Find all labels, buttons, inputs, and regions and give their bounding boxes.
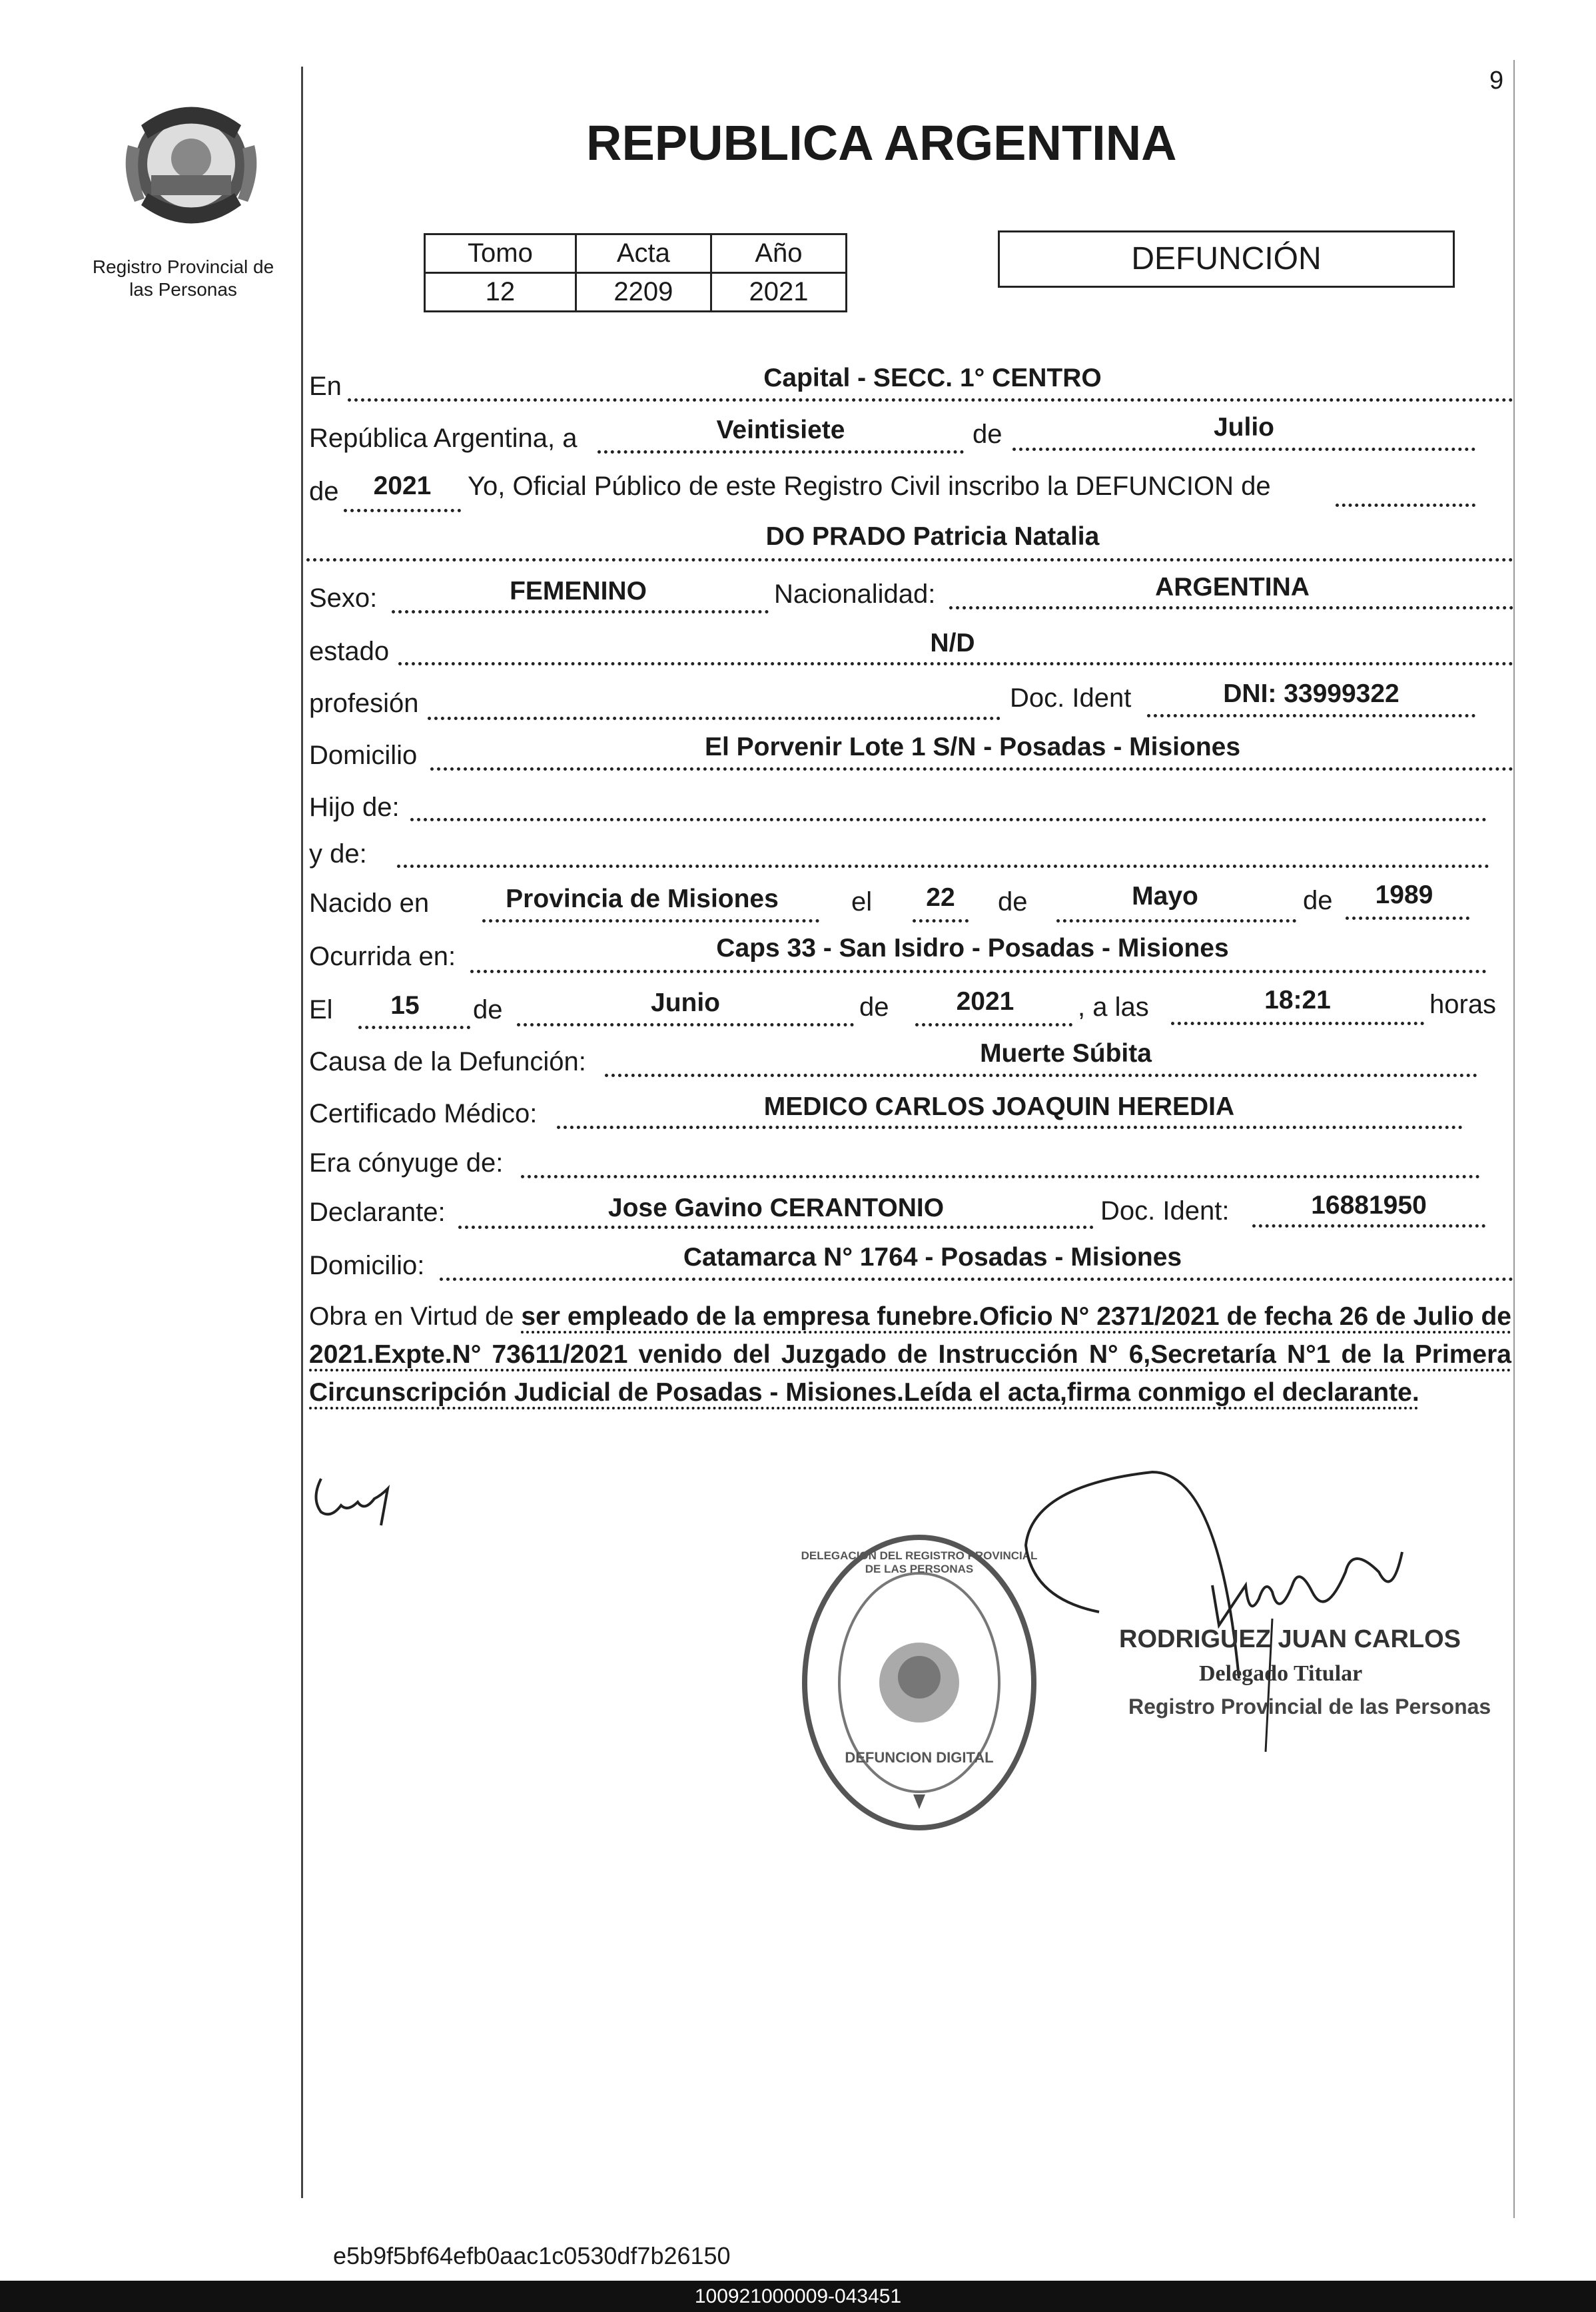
label-en: En [309, 372, 342, 401]
dots-nacido-lugar [482, 919, 819, 923]
label-y-de: y de: [309, 839, 367, 869]
label-de-2: de [309, 477, 339, 506]
label-republica: República Argentina, a [309, 424, 578, 453]
obra-paragraph [309, 1298, 1511, 1411]
header-anio: Año [711, 234, 846, 273]
value-declarante-doc: 16881950 [1311, 1191, 1427, 1220]
official-role: Delegado Titular [1199, 1661, 1363, 1686]
value-obra: ser empleado de la empresa funebre.Oficio N° 2371/2021 de fecha 26 de Julio de 2021.Expte.N° 73611/2021 venido del Juzgado de Instrucción N° 6,Secretaría N°1 de la Primera Circunscripción Judicial de Posadas - Misiones.Leída el acta,firma conmigo el declarante. [309, 1302, 1512, 1407]
dots-profesion [428, 717, 1000, 720]
dots-fallec-dia [358, 1026, 470, 1029]
value-domicilio: El Porvenir Lote 1 S/N - Posadas - Misiones [704, 733, 1241, 761]
value-nacido-mes: Mayo [1132, 882, 1198, 911]
label-de-1: de [973, 420, 1002, 449]
dots-mes [1012, 448, 1475, 451]
stamp-inner-text: DEFUNCION DIGITAL [845, 1749, 994, 1766]
footer-bar [0, 2281, 1596, 2312]
right-margin-rule [1513, 60, 1515, 2218]
dots-sexo [392, 610, 769, 613]
label-hijo-de: Hijo de: [309, 793, 400, 822]
coat-of-arms-icon [115, 85, 268, 238]
value-declarante-domicilio: Catamarca N° 1764 - Posadas - Misiones [683, 1243, 1182, 1272]
label-de-5: de [473, 995, 503, 1024]
dots-ocurrida [470, 970, 1487, 973]
label-causa: Causa de la Defunción: [309, 1047, 586, 1076]
value-estado: N/D [930, 629, 975, 657]
act-type: DEFUNCIÓN [1131, 241, 1322, 276]
dots-fallec-anio [915, 1023, 1072, 1026]
header-acta: Acta [576, 234, 711, 273]
value-dia: Veintisiete [716, 416, 845, 444]
value-causa: Muerte Súbita [980, 1039, 1152, 1068]
official-signature-scribble [1019, 1465, 1485, 1772]
value-nacionalidad: ARGENTINA [1155, 573, 1310, 601]
dots-declarante-domicilio [440, 1278, 1513, 1281]
handwritten-signature-icon [308, 1472, 454, 1539]
label-de-3: de [998, 887, 1028, 917]
label-ocurrida-en: Ocurrida en: [309, 942, 456, 971]
label-estado: estado [309, 637, 390, 666]
dots-dia [598, 450, 964, 454]
value-fallec-mes: Junio [651, 988, 720, 1017]
label-obra: Obra en Virtud de [309, 1302, 514, 1331]
left-margin-rule [301, 67, 303, 2198]
dots-declarante-doc [1252, 1224, 1485, 1228]
dots-nombre [306, 558, 1513, 562]
label-el-cap: El [309, 995, 333, 1024]
dots-anio [344, 509, 461, 512]
dots-certificado [557, 1126, 1463, 1129]
value-lugar: Capital - SECC. 1° CENTRO [763, 364, 1102, 392]
label-conyuge: Era cónyuge de: [309, 1148, 504, 1178]
dots-domicilio [430, 767, 1513, 771]
label-sexo: Sexo: [309, 583, 378, 613]
label-certificado: Certificado Médico: [309, 1099, 538, 1128]
page-title: REPUBLICA ARGENTINA [586, 115, 1177, 171]
label-yo: Yo, Oficial Público de este Registro Civil inscribo la DEFUNCION de [468, 472, 1271, 501]
barcode-number: 100921000009-043451 [694, 2285, 902, 2307]
value-fallec-anio: 2021 [956, 987, 1014, 1016]
document-hash: e5b9f5bf64efb0aac1c0530df7b26150 [333, 2242, 731, 2269]
registry-name [73, 256, 293, 301]
official-stamp [796, 1529, 1042, 1836]
dots-hora [1171, 1022, 1424, 1025]
label-nacionalidad: Nacionalidad: [774, 579, 936, 609]
dots-fallec-mes [517, 1023, 854, 1026]
page-number: 9 [1489, 67, 1504, 95]
official-signature-icon [1019, 1465, 1485, 1772]
label-de-4: de [1303, 886, 1333, 915]
label-domicilio-2: Domicilio: [309, 1251, 425, 1280]
dots-conyuge [521, 1175, 1480, 1178]
value-nacido-anio: 1989 [1375, 881, 1433, 909]
label-doc-ident: Doc. Ident [1010, 683, 1132, 713]
value-doc: DNI: 33999322 [1223, 679, 1399, 708]
dots-nacido-dia [913, 919, 969, 923]
value-declarante: Jose Gavino CERANTONIO [607, 1194, 945, 1222]
value-nombre: DO PRADO Patricia Natalia [765, 522, 1100, 551]
label-domicilio: Domicilio [309, 741, 418, 770]
value-anio: 2021 [373, 472, 432, 500]
label-a-las: , a las [1078, 992, 1149, 1022]
record-table [424, 233, 847, 312]
label-doc-ident-2: Doc. Ident: [1100, 1196, 1230, 1226]
label-de-6: de [859, 992, 889, 1022]
dots-hijo-de [410, 818, 1487, 821]
registry-line-2: las Personas [129, 279, 237, 300]
dots-estado [398, 662, 1513, 665]
dots-nacionalidad [949, 606, 1513, 609]
dots-declarante [458, 1226, 1094, 1229]
dots-causa [605, 1074, 1477, 1077]
value-hora: 18:21 [1264, 986, 1331, 1014]
value-anio: 2021 [711, 273, 846, 312]
official-name: RODRIGUEZ JUAN CARLOS [1119, 1625, 1461, 1653]
label-nacido-en: Nacido en [309, 889, 430, 918]
dots-en [348, 398, 1513, 402]
value-nacido-dia: 22 [926, 883, 955, 912]
value-sexo: FEMENINO [510, 577, 647, 605]
dots-y-de [397, 865, 1489, 868]
stamp-ring-text: DELEGACION DEL REGISTRO PROVINCIAL DE LAS PERSONAS [801, 1549, 1038, 1575]
label-el: el [851, 887, 873, 917]
value-nacido-lugar: Provincia de Misiones [506, 885, 779, 913]
header-tomo: Tomo [425, 234, 576, 273]
value-tomo: 12 [425, 273, 576, 312]
official-org: Registro Provincial de las Personas [1128, 1695, 1491, 1719]
value-acta: 2209 [576, 273, 711, 312]
label-profesion: profesión [309, 689, 419, 718]
label-horas: horas [1429, 990, 1497, 1019]
value-certificado: MEDICO CARLOS JOAQUIN HEREDIA [763, 1092, 1235, 1121]
label-declarante: Declarante: [309, 1198, 446, 1227]
value-fallec-dia: 15 [390, 991, 420, 1020]
act-type-box [998, 230, 1455, 288]
dots-nacido-mes [1056, 919, 1296, 923]
dots-nacido-anio [1346, 917, 1469, 920]
value-mes: Julio [1213, 413, 1274, 442]
registry-line-1: Registro Provincial de [92, 256, 274, 277]
dots-doc [1147, 714, 1475, 717]
province-logo [115, 85, 268, 238]
dots-yo [1336, 504, 1475, 507]
value-ocurrida: Caps 33 - San Isidro - Posadas - Misiones [716, 934, 1229, 963]
declarant-signature [308, 1472, 454, 1539]
